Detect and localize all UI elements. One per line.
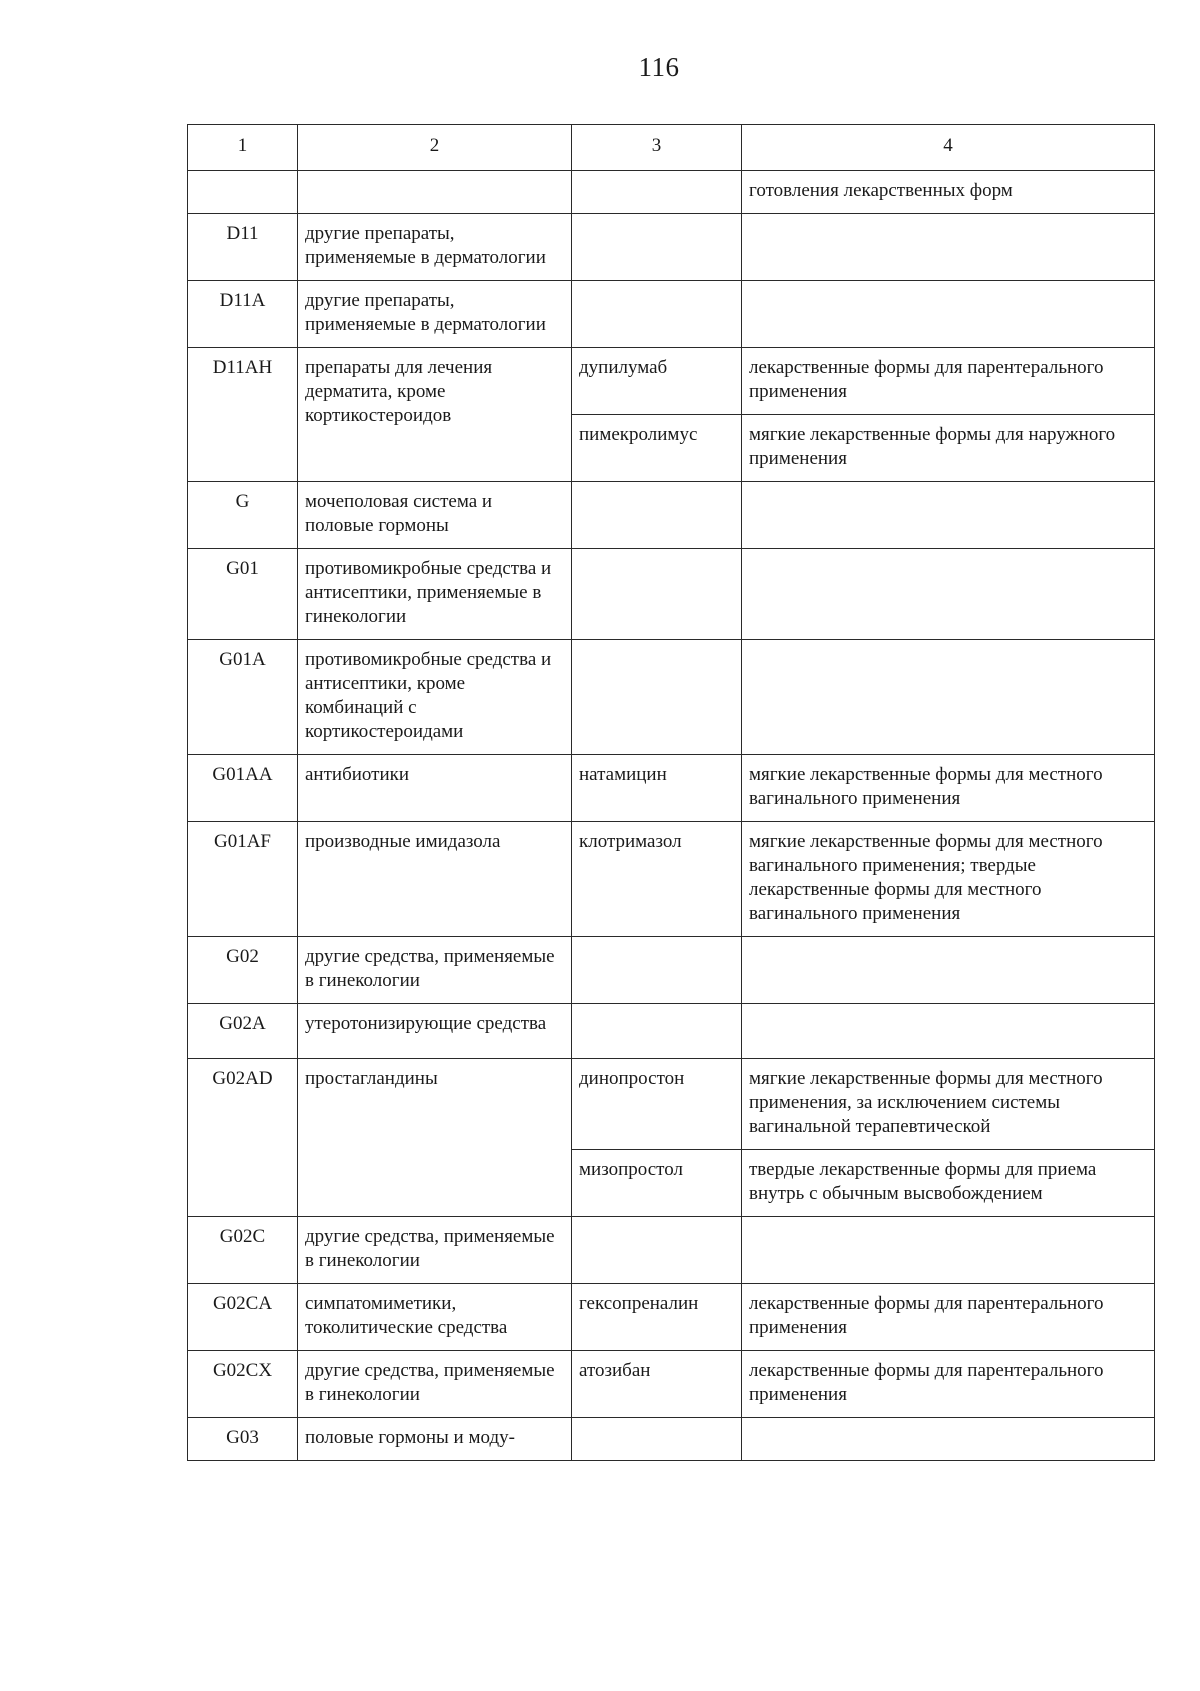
group-name-cell: другие средства, применяемые в гинекологии	[298, 1217, 572, 1284]
drug-name-cell	[572, 482, 742, 549]
column-header: 2	[298, 125, 572, 171]
code-cell: G02A	[188, 1004, 298, 1059]
code-cell: D11	[188, 214, 298, 281]
drug-name-cell	[572, 281, 742, 348]
table-row	[188, 1418, 1155, 1461]
group-name-cell: простагландины	[298, 1059, 572, 1217]
dosage-form-cell: мягкие лекарственные формы для местного вагинального применения; твердые лекарственные формы для местного вагинального применения	[742, 822, 1155, 937]
table-row	[188, 171, 1155, 214]
table-row	[188, 1284, 1155, 1351]
dosage-form-cell	[742, 1004, 1155, 1059]
table-row	[188, 348, 1155, 415]
table-row	[188, 1351, 1155, 1418]
drug-name-cell: пимекролимус	[572, 415, 742, 482]
code-cell: G	[188, 482, 298, 549]
code-cell	[188, 171, 298, 214]
dosage-form-cell: готовления лекарственных форм	[742, 171, 1155, 214]
group-name-cell: другие препараты, применяемые в дерматологии	[298, 281, 572, 348]
column-header: 3	[572, 125, 742, 171]
drug-name-cell: дупилумаб	[572, 348, 742, 415]
drug-name-cell	[572, 171, 742, 214]
table-row	[188, 640, 1155, 755]
group-name-cell: симпатомиметики, токолитические средства	[298, 1284, 572, 1351]
code-cell: G02C	[188, 1217, 298, 1284]
drug-name-cell	[572, 1004, 742, 1059]
code-cell: G02AD	[188, 1059, 298, 1217]
dosage-form-cell: лекарственные формы для парентерального применения	[742, 348, 1155, 415]
table-row	[188, 214, 1155, 281]
dosage-form-cell	[742, 281, 1155, 348]
code-cell: G01AF	[188, 822, 298, 937]
table-header-row	[188, 125, 1155, 171]
group-name-cell: другие средства, применяемые в гинекологии	[298, 1351, 572, 1418]
drug-name-cell: гексопреналин	[572, 1284, 742, 1351]
group-name-cell: другие средства, применяемые в гинекологии	[298, 937, 572, 1004]
dosage-form-cell	[742, 214, 1155, 281]
column-header: 4	[742, 125, 1155, 171]
column-header: 1	[188, 125, 298, 171]
dosage-form-cell: лекарственные формы для парентерального применения	[742, 1351, 1155, 1418]
drug-name-cell	[572, 214, 742, 281]
group-name-cell: противомикробные средства и антисептики, кроме комбинаций с кортикостероидами	[298, 640, 572, 755]
code-cell: D11A	[188, 281, 298, 348]
table-row	[188, 482, 1155, 549]
drug-name-cell	[572, 937, 742, 1004]
table-row	[188, 549, 1155, 640]
dosage-form-cell: мягкие лекарственные формы для местного применения, за исключением системы вагинальной терапевтической	[742, 1059, 1155, 1150]
table-row	[188, 1059, 1155, 1150]
code-cell: G02CA	[188, 1284, 298, 1351]
group-name-cell: антибиотики	[298, 755, 572, 822]
dosage-form-cell: мягкие лекарственные формы для наружного применения	[742, 415, 1155, 482]
drug-name-cell	[572, 1217, 742, 1284]
drug-name-cell: мизопростол	[572, 1150, 742, 1217]
code-cell: G01A	[188, 640, 298, 755]
drug-name-cell	[572, 1418, 742, 1461]
group-name-cell: производные имидазола	[298, 822, 572, 937]
dosage-form-cell: мягкие лекарственные формы для местного вагинального применения	[742, 755, 1155, 822]
dosage-form-cell	[742, 549, 1155, 640]
code-cell: G01AA	[188, 755, 298, 822]
group-name-cell: другие препараты, применяемые в дерматологии	[298, 214, 572, 281]
drug-table	[187, 124, 1155, 1461]
table-row	[188, 281, 1155, 348]
code-cell: G02	[188, 937, 298, 1004]
dosage-form-cell	[742, 937, 1155, 1004]
drug-name-cell	[572, 549, 742, 640]
group-name-cell	[298, 171, 572, 214]
code-cell: G02CX	[188, 1351, 298, 1418]
table-row	[188, 822, 1155, 937]
group-name-cell: половые гормоны и моду-	[298, 1418, 572, 1461]
group-name-cell: противомикробные средства и антисептики, применяемые в гинекологии	[298, 549, 572, 640]
drug-name-cell	[572, 640, 742, 755]
dosage-form-cell	[742, 482, 1155, 549]
dosage-form-cell	[742, 1217, 1155, 1284]
dosage-form-cell	[742, 640, 1155, 755]
group-name-cell: препараты для лечения дерматита, кроме кортикостероидов	[298, 348, 572, 482]
table-row	[188, 1217, 1155, 1284]
dosage-form-cell: твердые лекарственные формы для приема внутрь с обычным высвобождением	[742, 1150, 1155, 1217]
table-row	[188, 755, 1155, 822]
drug-name-cell: атозибан	[572, 1351, 742, 1418]
dosage-form-cell	[742, 1418, 1155, 1461]
table-row	[188, 937, 1155, 1004]
drug-name-cell: клотримазол	[572, 822, 742, 937]
group-name-cell: мочеполовая система и половые гормоны	[298, 482, 572, 549]
dosage-form-cell: лекарственные формы для парентерального применения	[742, 1284, 1155, 1351]
table-row	[188, 1004, 1155, 1059]
code-cell: G01	[188, 549, 298, 640]
drug-name-cell: динопростон	[572, 1059, 742, 1150]
drug-name-cell: натамицин	[572, 755, 742, 822]
code-cell: D11AH	[188, 348, 298, 482]
page-number: 116	[638, 52, 680, 82]
group-name-cell: утеротонизирующие средства	[298, 1004, 572, 1059]
code-cell: G03	[188, 1418, 298, 1461]
